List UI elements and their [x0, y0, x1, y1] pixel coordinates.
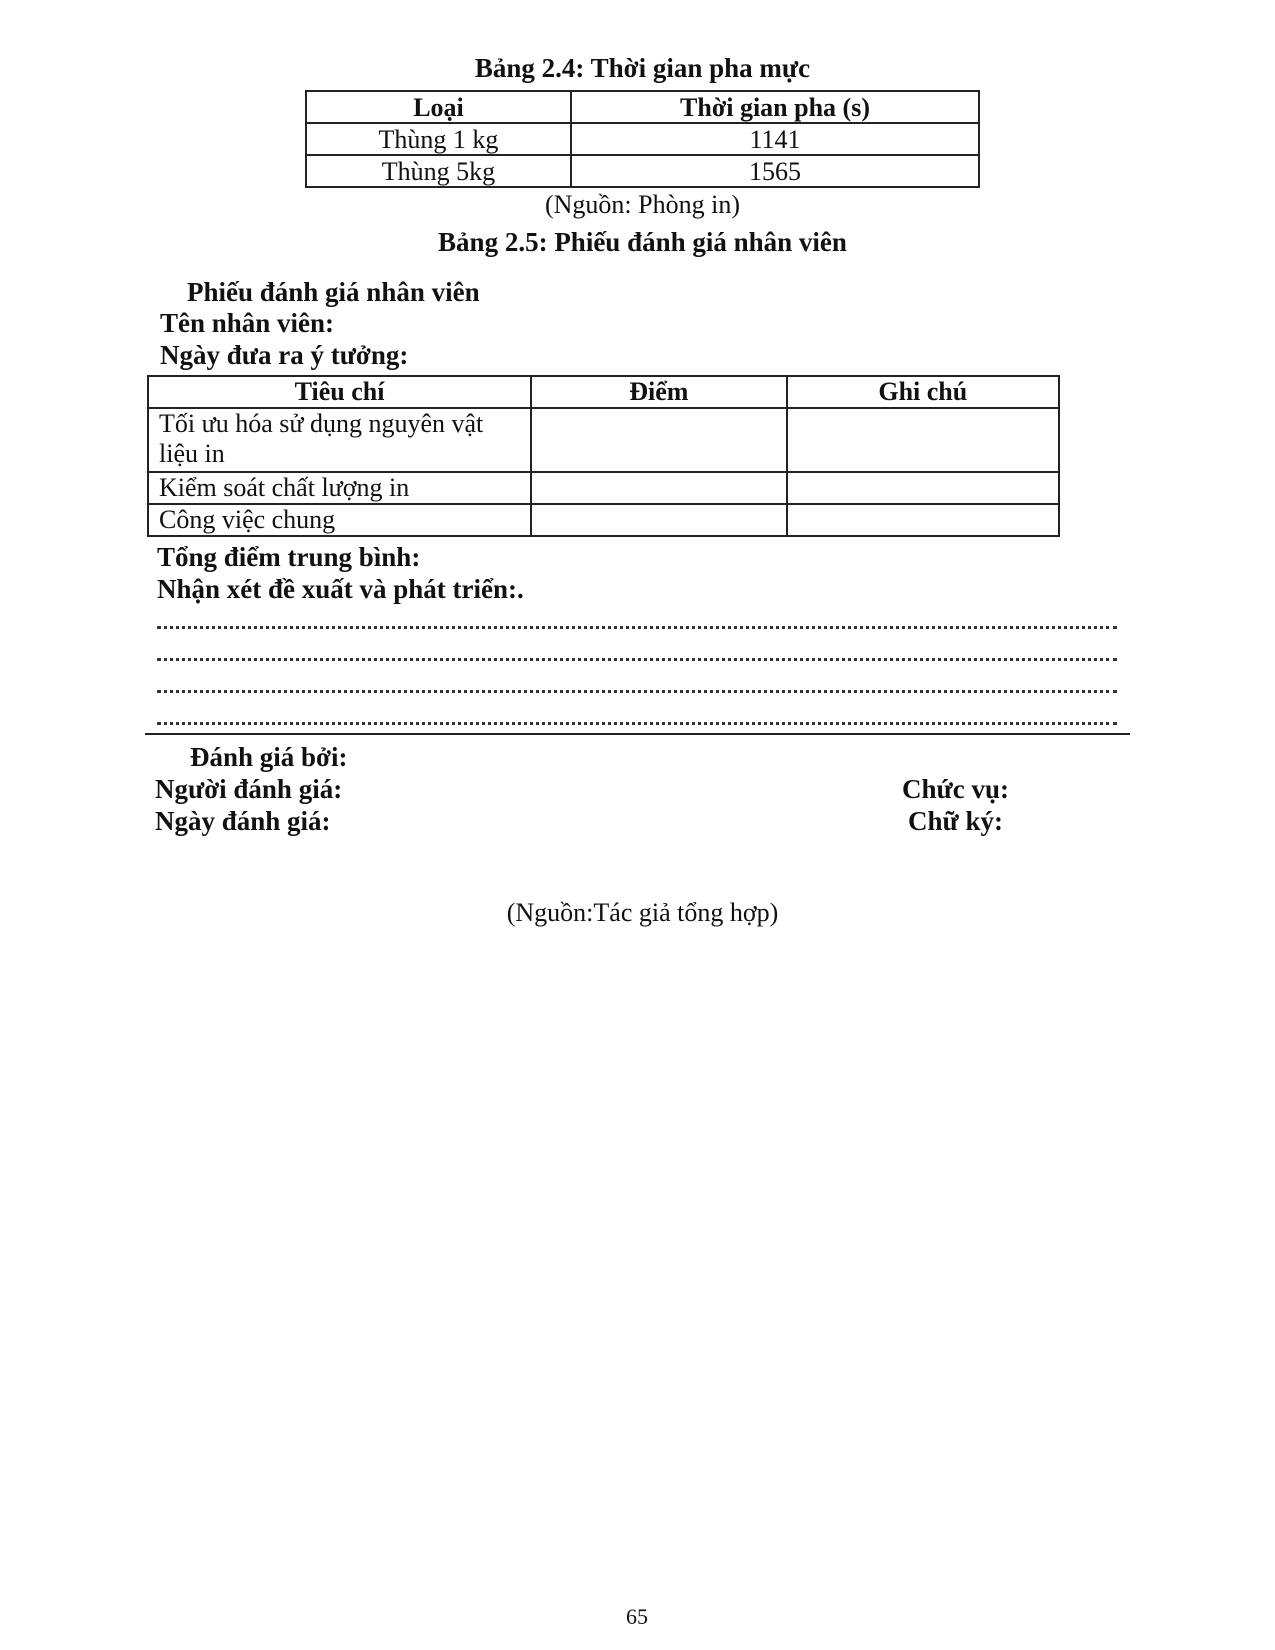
table-row	[148, 408, 1059, 472]
table-header-row	[306, 91, 979, 123]
form-title: Phiếu đánh giá nhân viên	[187, 277, 480, 307]
table-cell: Tối ưu hóa sử dụng nguyên vật liệu in	[148, 408, 531, 472]
table-header-cell: Điểm	[531, 376, 786, 408]
horizontal-divider	[145, 733, 1130, 735]
evaluation-date-label: Ngày đánh giá:	[155, 806, 331, 836]
table-row	[148, 472, 1059, 504]
table-2-5-source: (Nguồn:Tác giả tổng hợp)	[506, 898, 779, 927]
table-2-4	[305, 90, 980, 188]
comment-dotted-line	[157, 722, 1117, 725]
evaluated-by-label: Đánh giá bởi:	[190, 742, 348, 772]
table-cell	[787, 408, 1059, 472]
page-number: 65	[626, 1604, 648, 1629]
table-cell: Thùng 5kg	[306, 155, 571, 187]
table-cell	[787, 504, 1059, 536]
employee-name-label: Tên nhân viên:	[160, 308, 335, 338]
table-2-4-source: (Nguồn: Phòng in)	[545, 190, 740, 219]
table-header-row	[148, 376, 1059, 408]
table-cell	[531, 408, 786, 472]
table-cell: Thùng 1 kg	[306, 123, 571, 155]
table-row	[306, 123, 979, 155]
evaluator-label: Người đánh giá:	[155, 774, 343, 804]
evaluation-table	[147, 375, 1060, 537]
table-row	[306, 155, 979, 187]
table-cell	[531, 472, 786, 504]
comment-dotted-line	[157, 690, 1117, 693]
table-cell: Công việc chung	[148, 504, 531, 536]
table-cell: 1141	[571, 123, 979, 155]
position-label: Chức vụ:	[902, 774, 1009, 804]
comment-dotted-line	[157, 626, 1117, 629]
comments-label: Nhận xét đề xuất và phát triển:.	[157, 574, 524, 604]
table-cell: 1565	[571, 155, 979, 187]
table-cell: Kiểm soát chất lượng in	[148, 472, 531, 504]
table-cell	[531, 504, 786, 536]
signature-label: Chữ ký:	[908, 806, 1003, 836]
table-header-cell: Thời gian pha (s)	[571, 91, 979, 123]
table-header-cell: Loại	[306, 91, 571, 123]
average-score-label: Tổng điểm trung bình:	[157, 542, 421, 572]
comment-dotted-line	[157, 658, 1117, 661]
table-cell	[787, 472, 1059, 504]
table-header-cell: Ghi chú	[787, 376, 1059, 408]
table-row	[148, 504, 1059, 536]
table-2-5-caption: Bảng 2.5: Phiếu đánh giá nhân viên	[438, 227, 847, 257]
table-2-4-caption: Bảng 2.4: Thời gian pha mực	[474, 53, 811, 83]
idea-date-label: Ngày đưa ra ý tưởng:	[160, 340, 409, 370]
table-header-cell: Tiêu chí	[148, 376, 531, 408]
